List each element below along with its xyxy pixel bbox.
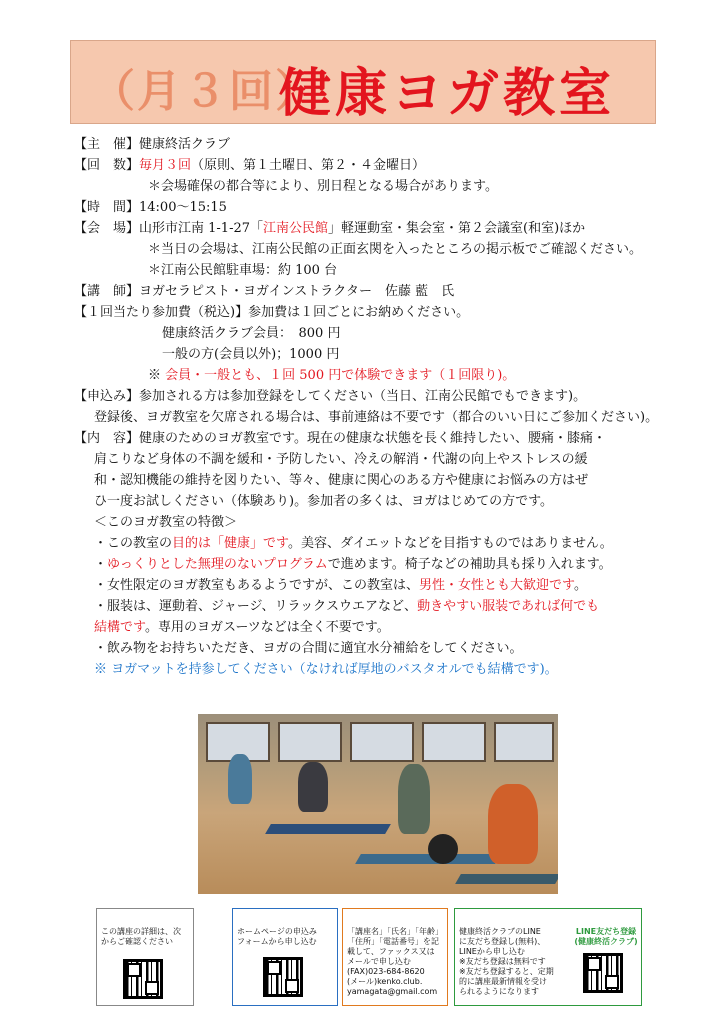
text-line bbox=[148, 367, 515, 385]
window bbox=[350, 722, 414, 762]
qr-code-icon[interactable] bbox=[263, 957, 303, 997]
qr-code-icon[interactable] bbox=[583, 953, 623, 993]
text-segment: 【講 師】ヨガセラピスト・ヨガインストラクター 佐藤 藍 氏 bbox=[74, 284, 455, 299]
text-segment: 【主 催】健康終活クラブ bbox=[74, 137, 231, 152]
info-box-method-2 bbox=[342, 908, 448, 1006]
text-line bbox=[148, 262, 337, 280]
window bbox=[278, 722, 342, 762]
info-box-details bbox=[96, 908, 194, 1006]
text-segment: ＜このヨガ教室の特徴＞ bbox=[94, 515, 238, 530]
text-line bbox=[74, 304, 469, 322]
window bbox=[494, 722, 554, 762]
text-line bbox=[148, 178, 498, 196]
highlight-text: 動きやすい服装であれば何でも bbox=[417, 599, 600, 614]
highlight-text: 会員・一般とも、１回 500 円で体験できます（１回限り)。 bbox=[165, 368, 516, 383]
text-segment: で進めます。椅子などの補助具も採り入れます。 bbox=[327, 557, 612, 572]
text-line bbox=[74, 157, 425, 175]
text-segment: 一般の方(会員以外)；1000 円 bbox=[162, 347, 340, 362]
highlight-text: 江南公民館 bbox=[263, 221, 329, 236]
highlight-text: 結構です bbox=[94, 620, 145, 635]
highlight-text: ※ ヨガマットを持参してください（なければ厚地のバスタオルでも結構です)。 bbox=[94, 662, 558, 677]
text-line bbox=[94, 556, 612, 574]
yoga-mat bbox=[455, 874, 558, 884]
text-segment: 登録後、ヨガ教室を欠席される場合は、事前連絡は不要です（都合のいい日にご参加ください)。 bbox=[94, 410, 659, 425]
text-line bbox=[94, 514, 237, 532]
yoga-mat bbox=[355, 854, 501, 864]
participant bbox=[398, 764, 430, 834]
box-text: 「講座名」「氏名」「年齢」 「住所」「電話番号」を記 載して、ファックス又は メールで申し込む (FAX)023-684-8620 (メール)kenko.club. yamagata@gmail.com bbox=[347, 927, 443, 996]
info-box-method-3 bbox=[454, 908, 642, 1006]
text-segment: 」軽運動室・集会室・第２会議室(和室)ほか bbox=[328, 221, 586, 236]
text-segment: 【内 容】健康のためのヨガ教室です。現在の健康な状態を長く維持したい、腰痛・膝痛・ bbox=[74, 431, 606, 446]
text-segment: 健康終活クラブ会員： 800 円 bbox=[162, 326, 341, 341]
text-segment: ひ一度お試しください（体験あり)。参加者の多くは、ヨガはじめての方です。 bbox=[94, 494, 554, 509]
text-line bbox=[148, 241, 642, 259]
text-segment: 【会 場】山形市江南 1-1-27「 bbox=[74, 221, 264, 236]
highlight-text: 毎月３回 bbox=[139, 158, 192, 173]
highlight-text: 目的は「健康」です bbox=[172, 536, 288, 551]
highlight-text: ゆっくりとした無理のないプログラム bbox=[107, 557, 328, 572]
text-segment: 和・認知機能の維持を図りたい、等々、健康に関心のある方や健康にお悩みの方はぜ bbox=[94, 473, 589, 488]
participant bbox=[488, 784, 538, 864]
text-line bbox=[94, 409, 658, 427]
text-segment: （原則、第１土曜日、第２・４金曜日） bbox=[191, 158, 426, 173]
text-line bbox=[94, 535, 613, 553]
yoga-class-photo bbox=[198, 714, 558, 894]
text-segment: ＊当日の会場は、江南公民館の正面玄関を入ったところの掲示板でご確認ください。 bbox=[148, 242, 643, 257]
text-line bbox=[162, 346, 339, 364]
box-text: ホームページの申込み フォームから申し込む bbox=[237, 927, 317, 946]
box-header: 受講申込方法 ③ bbox=[512, 911, 584, 922]
text-line bbox=[74, 220, 585, 238]
box-text: この講座の詳細は、次 からご確認ください bbox=[101, 927, 181, 946]
text-line bbox=[94, 598, 599, 616]
highlight-text: 男性・女性とも大歓迎です bbox=[419, 578, 574, 593]
box-text: 健康終活クラブのLINE に友だち登録し(無料)、 LINEから申し込む ※友だち登録は無料です ※友だち登録すると、定期 的に講座最新情報を受け られるようになります bbox=[459, 927, 554, 996]
text-line bbox=[94, 577, 587, 595]
title-prefix: （月３回） bbox=[91, 66, 321, 117]
text-segment: 。 bbox=[573, 578, 587, 593]
box-header: この講座の詳細 bbox=[110, 911, 180, 922]
text-line bbox=[94, 451, 588, 469]
info-box-method-1 bbox=[232, 908, 338, 1006]
box-header: 受講申込方法 ① bbox=[249, 911, 321, 922]
yoga-mat bbox=[265, 824, 391, 834]
text-segment: ・この教室の bbox=[94, 536, 173, 551]
text-line bbox=[94, 661, 558, 679]
text-segment: 【申込み】参加される方は参加登録をしてください（当日、江南公民館でもできます)。 bbox=[74, 389, 587, 404]
bag bbox=[428, 834, 458, 864]
text-line bbox=[74, 199, 227, 217]
participant bbox=[228, 754, 252, 804]
text-segment: 【回 数】 bbox=[74, 158, 140, 173]
text-line bbox=[94, 472, 588, 490]
page-title: 健康ヨガ教室 bbox=[279, 64, 616, 124]
text-line bbox=[94, 640, 522, 658]
text-line bbox=[162, 325, 340, 343]
text-segment: ・ bbox=[94, 557, 108, 572]
text-segment: ＊江南公民館駐車場：約 100 台 bbox=[148, 263, 338, 278]
text-segment: 【時 間】14:00～15:15 bbox=[74, 200, 227, 215]
qr-code-icon[interactable] bbox=[123, 959, 163, 999]
line-friend-label: LINE友だち登録 (健康終活クラブ) bbox=[574, 927, 638, 946]
text-line bbox=[94, 619, 390, 637]
text-segment: ＊会場確保の都合等により、別日程となる場合があります。 bbox=[148, 179, 498, 194]
text-line bbox=[74, 136, 230, 154]
text-segment: 。美容、ダイエットなどを目指すものではありません。 bbox=[287, 536, 613, 551]
text-line bbox=[94, 493, 553, 511]
text-line bbox=[74, 283, 454, 301]
text-line bbox=[74, 388, 586, 406]
text-segment: 肩こりなど身体の不調を緩和・予防したい、冷えの解消・代謝の向上やストレスの緩 bbox=[94, 452, 588, 467]
text-segment: ・飲み物をお持ちいただき、ヨガの合間に適宜水分補給をしてください。 bbox=[94, 641, 523, 656]
window bbox=[422, 722, 486, 762]
participant bbox=[298, 762, 328, 812]
text-segment: ・女性限定のヨガ教室もあるようですが、この教室は、 bbox=[94, 578, 420, 593]
text-segment: 。専用のヨガスーツなどは全く不要です。 bbox=[144, 620, 390, 635]
box-header: 受講申込方法 ② bbox=[359, 911, 431, 922]
text-segment: 【１回当たり参加費（税込)】参加費は１回ごとにお納めください。 bbox=[74, 305, 470, 320]
text-segment: ・服装は、運動着、ジャージ、リラックスウエアなど、 bbox=[94, 599, 418, 614]
text-segment: ※ bbox=[148, 368, 166, 383]
title-banner bbox=[70, 40, 656, 124]
text-line bbox=[74, 430, 606, 448]
